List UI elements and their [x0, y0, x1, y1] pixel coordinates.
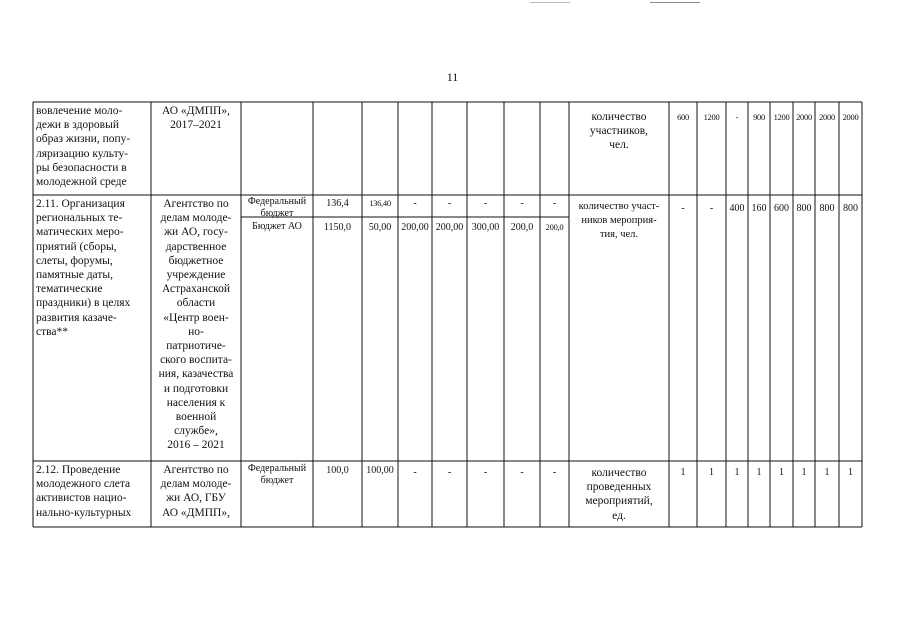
- row-b-regional-2021: 200,0: [545, 222, 564, 232]
- row-b-federal-2021: -: [552, 198, 557, 209]
- row-a-target-2021: 2000: [796, 112, 812, 122]
- page-number: 11: [446, 70, 459, 84]
- row-b-indicator: количество участ- ников мероприя- тия, чел.: [578, 201, 660, 241]
- row-a-target-2019: 900: [753, 112, 765, 122]
- row-b-regional-2020: 200,0: [510, 222, 534, 233]
- row-c-federal-total: 100,0: [326, 465, 349, 476]
- row-b-executor: Агентство по делам молоде- жи АО, госу- дарственное бюджетное учреждение Астраханской области «Центр воен- но- патриотиче- ского воспита- ния, казачества и подготовки населения к военной службе», 2016 – 2021: [158, 198, 234, 452]
- row-a-executor: АО «ДМПП», 2017–2021: [162, 105, 230, 132]
- row-a-target-2018: -: [735, 112, 739, 122]
- row-c-target-2016: 1: [680, 467, 686, 478]
- row-b-regional-2019: 300,00: [471, 222, 500, 233]
- row-b-target-2020: 600: [774, 203, 789, 214]
- row-b-regional-total: 1150,0: [323, 222, 352, 233]
- row-c-target-2019: 1: [756, 467, 762, 478]
- row-a-target-2022: 2000: [819, 112, 835, 122]
- row-b-regional-2017: 200,00: [401, 222, 429, 233]
- row-c-executor: Агентство по делам молоде- жи АО, ГБУ АО «ДМПП»,: [160, 464, 232, 519]
- row-a-measure: вовлечение моло- дежи в здоровый образ жизни, попу- ляризацию культу- ры безопасности в молодежной среде: [36, 105, 131, 189]
- row-b-measure: 2.11. Организация региональных те- матических меро- приятий (сборы, слеты, форумы, памятные даты, тематические праздники) в целях развития казаче- ства**: [36, 198, 131, 338]
- row-b-target-2019: 160: [751, 203, 767, 214]
- row-a-indicator: количество участников, чел.: [589, 111, 649, 152]
- row-c-federal-2018: -: [447, 467, 452, 478]
- row-b-federal-2018: -: [447, 198, 452, 209]
- row-b-target-2018: 400: [729, 203, 745, 214]
- row-c-federal-2020: -: [520, 467, 524, 478]
- row-b-source-regional: Бюджет АО: [252, 221, 302, 232]
- row-b-target-2017: -: [709, 203, 714, 214]
- row-a-target-2016: 600: [677, 112, 689, 122]
- row-c-indicator: количество проведенных мероприятий, ед.: [585, 467, 653, 522]
- row-c-federal-2019: -: [483, 467, 488, 478]
- row-a-target-2023: 2000: [842, 112, 859, 122]
- row-b-federal-2019: -: [483, 198, 488, 209]
- row-b-federal-2017: -: [413, 198, 417, 209]
- row-b-regional-2018: 200,00: [435, 222, 464, 233]
- row-c-federal-2021: -: [552, 467, 557, 478]
- row-a-target-2020: 1200: [773, 112, 790, 122]
- row-b-source-federal: Федеральный бюджет: [247, 196, 307, 219]
- row-c-federal-2016: 100,00: [366, 465, 394, 476]
- row-b-federal-2020: -: [520, 198, 524, 209]
- row-c-federal-2017: -: [413, 467, 417, 478]
- row-a-target-2017: 1200: [703, 112, 720, 122]
- row-b-regional-2016: 50,00: [368, 222, 392, 233]
- row-c-source-federal: Федеральный бюджет: [247, 463, 307, 486]
- row-c-target-2021: 1: [801, 467, 807, 478]
- row-b-target-2022: 800: [819, 203, 835, 214]
- row-c-target-2023: 1: [848, 467, 853, 478]
- row-b-target-2021: 800: [796, 203, 812, 214]
- row-b-target-2023: 800: [843, 203, 858, 214]
- row-c-target-2022: 1: [824, 467, 830, 478]
- row-c-target-2020: 1: [779, 467, 784, 478]
- row-c-target-2018: 1: [734, 467, 740, 478]
- row-b-target-2016: -: [681, 203, 685, 214]
- row-c-target-2017: 1: [709, 467, 714, 478]
- row-c-measure: 2.12. Проведение молодежного слета активистов нацио- нально-культурных: [36, 464, 132, 519]
- row-b-federal-2016: 136,40: [369, 198, 391, 208]
- row-b-federal-total: 136,4: [326, 198, 349, 209]
